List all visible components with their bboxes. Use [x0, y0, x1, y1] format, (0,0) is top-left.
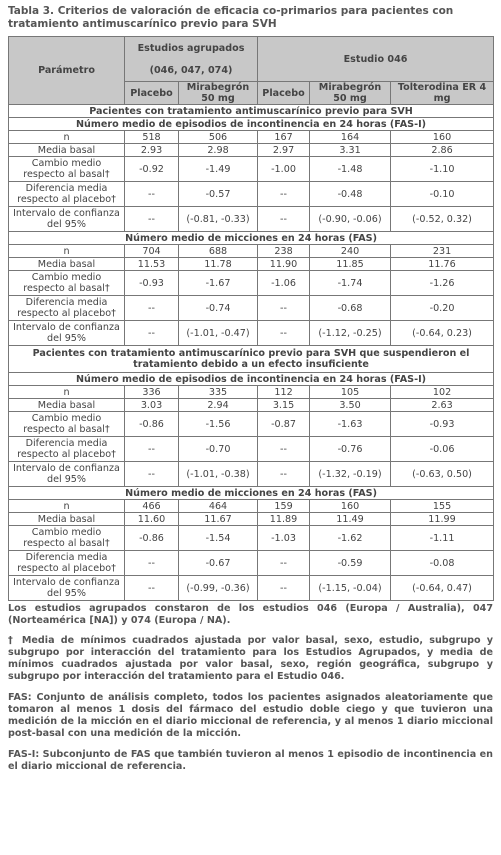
header-study-046: Estudio 046	[258, 37, 494, 82]
subsection-title: Número medio de episodios de incontinencia en 24 horas (FAS-I)	[9, 373, 494, 386]
table-cell: --	[125, 576, 179, 601]
table-cell: -0.67	[179, 551, 258, 576]
table-cell: (-0.90, -0.06)	[310, 207, 391, 232]
table-cell: -1.56	[179, 412, 258, 437]
row-label: Cambio medio respecto al basal†	[9, 157, 125, 182]
table-row	[9, 131, 494, 144]
table-cell: -0.68	[310, 296, 391, 321]
table-cell: -0.57	[179, 182, 258, 207]
table-row	[9, 245, 494, 258]
footnote: FAS-I: Subconjunto de FAS que también tuvieron al menos 1 episodio de incontinencia en el diario miccional de referencia.	[8, 749, 493, 772]
table-row	[9, 462, 494, 487]
table-cell: --	[125, 321, 179, 346]
table-row	[9, 399, 494, 412]
row-label: Cambio medio respecto al basal†	[9, 412, 125, 437]
row-label: n	[9, 131, 125, 144]
table-cell: -1.03	[258, 526, 310, 551]
table-cell: 3.50	[310, 399, 391, 412]
table-cell: 231	[391, 245, 494, 258]
table-cell: 2.98	[179, 144, 258, 157]
row-label: Media basal	[9, 144, 125, 157]
table-row	[9, 207, 494, 232]
table-cell: -1.26	[391, 271, 494, 296]
table-cell: 155	[391, 500, 494, 513]
table-cell: 2.86	[391, 144, 494, 157]
table-cell: 160	[310, 500, 391, 513]
subsection-header-row	[9, 487, 494, 500]
section-header-row	[9, 105, 494, 118]
table-cell: 11.53	[125, 258, 179, 271]
table-row	[9, 551, 494, 576]
row-label: Diferencia media respecto al placebo†	[9, 437, 125, 462]
table-cell: -1.54	[179, 526, 258, 551]
table-cell: -1.00	[258, 157, 310, 182]
col-header: Mirabegrón 50 mg	[179, 82, 258, 105]
table-row	[9, 526, 494, 551]
section-title: Pacientes con tratamiento antimuscarínico previo para SVH	[9, 105, 494, 118]
table-cell: 2.93	[125, 144, 179, 157]
table-cell: 335	[179, 386, 258, 399]
footnotes	[8, 603, 493, 773]
row-label: Cambio medio respecto al basal†	[9, 271, 125, 296]
table-cell: 11.99	[391, 513, 494, 526]
table-cell: (-1.15, -0.04)	[310, 576, 391, 601]
table-cell: 3.31	[310, 144, 391, 157]
table-cell: 11.76	[391, 258, 494, 271]
row-label: Diferencia media respecto al placebo†	[9, 296, 125, 321]
table-cell: -0.93	[125, 271, 179, 296]
table-cell: (-0.81, -0.33)	[179, 207, 258, 232]
table-cell: 238	[258, 245, 310, 258]
table-cell: 11.49	[310, 513, 391, 526]
footnote: † Media de mínimos cuadrados ajustada por valor basal, sexo, estudio, subgrupo y subgrupo por interacción del tratamiento para los Estudios Agrupados, y media de mínimos cuadrados ajustada por valor basal, sexo, región geográfica, subgrupo y subgrupo por interacción del tratamiento para el Estudio 046.	[8, 635, 493, 682]
col-header: Tolterodina ER 4 mg	[391, 82, 494, 105]
table-cell: 11.85	[310, 258, 391, 271]
table-cell: 518	[125, 131, 179, 144]
table-cell: --	[125, 182, 179, 207]
table-body	[9, 105, 494, 601]
table-cell: 2.97	[258, 144, 310, 157]
table-cell: 2.63	[391, 399, 494, 412]
row-label: Media basal	[9, 513, 125, 526]
table-cell: -0.48	[310, 182, 391, 207]
table-cell: --	[125, 437, 179, 462]
table-cell: 112	[258, 386, 310, 399]
table-cell: --	[125, 207, 179, 232]
efficacy-table	[8, 36, 494, 601]
row-label: n	[9, 386, 125, 399]
header-pooled-line2: (046, 047, 074)	[149, 64, 233, 76]
table-row	[9, 258, 494, 271]
table-cell: --	[125, 296, 179, 321]
table-cell: 688	[179, 245, 258, 258]
footnote: Los estudios agrupados constaron de los estudios 046 (Europa / Australia), 047 (Norteamérica [NA]) y 074 (Europa / NA).	[8, 603, 493, 626]
row-label: Media basal	[9, 258, 125, 271]
table-row	[9, 321, 494, 346]
table-cell: 3.15	[258, 399, 310, 412]
table-cell: -1.67	[179, 271, 258, 296]
table-cell: 11.78	[179, 258, 258, 271]
table-cell: -0.74	[179, 296, 258, 321]
table-cell: --	[125, 462, 179, 487]
table-cell: -0.20	[391, 296, 494, 321]
table-cell: --	[258, 462, 310, 487]
row-label: Intervalo de confianza del 95%	[9, 576, 125, 601]
table-cell: 240	[310, 245, 391, 258]
table-cell: -0.87	[258, 412, 310, 437]
table-cell: -1.48	[310, 157, 391, 182]
table-cell: -0.10	[391, 182, 494, 207]
table-cell: (-0.64, 0.47)	[391, 576, 494, 601]
table-cell: --	[258, 551, 310, 576]
section-title: Pacientes con tratamiento antimuscarínico previo para SVH que suspendieron el tratamiento debido a un efecto insuficiente	[9, 346, 494, 373]
table-row	[9, 144, 494, 157]
table-cell: -0.06	[391, 437, 494, 462]
row-label: Intervalo de confianza del 95%	[9, 207, 125, 232]
table-cell: (-0.52, 0.32)	[391, 207, 494, 232]
table-cell: (-0.63, 0.50)	[391, 462, 494, 487]
table-cell: -1.74	[310, 271, 391, 296]
table-cell: 2.94	[179, 399, 258, 412]
table-cell: -0.86	[125, 526, 179, 551]
row-label: Intervalo de confianza del 95%	[9, 462, 125, 487]
table-cell: 11.60	[125, 513, 179, 526]
table-cell: 704	[125, 245, 179, 258]
table-cell: -1.63	[310, 412, 391, 437]
table-cell: -0.86	[125, 412, 179, 437]
table-cell: (-0.64, 0.23)	[391, 321, 494, 346]
table-cell: -1.49	[179, 157, 258, 182]
section-header-row	[9, 346, 494, 373]
table-cell: -1.10	[391, 157, 494, 182]
table-cell: 11.67	[179, 513, 258, 526]
table-cell: -0.70	[179, 437, 258, 462]
table-title: Tabla 3. Criterios de valoración de eficacia co-primarios para pacientes con tratamiento antimuscarínico previo para SVH	[8, 5, 454, 30]
table-cell: -0.59	[310, 551, 391, 576]
table-cell: --	[258, 437, 310, 462]
table-row	[9, 271, 494, 296]
table-row	[9, 386, 494, 399]
table-cell: -0.92	[125, 157, 179, 182]
subsection-header-row	[9, 232, 494, 245]
table-cell: (-1.32, -0.19)	[310, 462, 391, 487]
table-cell: 11.89	[258, 513, 310, 526]
subsection-header-row	[9, 373, 494, 386]
col-header: Mirabegrón 50 mg	[310, 82, 391, 105]
table-cell: --	[258, 296, 310, 321]
table-cell: 160	[391, 131, 494, 144]
table-cell: -1.06	[258, 271, 310, 296]
table-row	[9, 412, 494, 437]
table-row	[9, 296, 494, 321]
table-cell: -1.62	[310, 526, 391, 551]
header-pooled-studies	[125, 37, 258, 82]
table-cell: --	[125, 551, 179, 576]
table-cell: -0.76	[310, 437, 391, 462]
table-cell: 11.90	[258, 258, 310, 271]
table-cell: 167	[258, 131, 310, 144]
table-cell: 159	[258, 500, 310, 513]
table-cell: 466	[125, 500, 179, 513]
row-label: Intervalo de confianza del 95%	[9, 321, 125, 346]
row-label: Diferencia media respecto al placebo†	[9, 551, 125, 576]
subsection-header-row	[9, 118, 494, 131]
row-label: Cambio medio respecto al basal†	[9, 526, 125, 551]
table-cell: 3.03	[125, 399, 179, 412]
table-cell: 464	[179, 500, 258, 513]
table-cell: 105	[310, 386, 391, 399]
col-header: Placebo	[125, 82, 179, 105]
table-cell: -0.08	[391, 551, 494, 576]
header-parametro: Parámetro	[9, 37, 125, 105]
table-row	[9, 576, 494, 601]
table-cell: --	[258, 182, 310, 207]
subsection-title: Número medio de episodios de incontinencia en 24 horas (FAS-I)	[9, 118, 494, 131]
table-cell: 506	[179, 131, 258, 144]
subsection-title: Número medio de micciones en 24 horas (FAS)	[9, 487, 494, 500]
table-row	[9, 500, 494, 513]
row-label: n	[9, 245, 125, 258]
table-row	[9, 157, 494, 182]
table-cell: --	[258, 321, 310, 346]
table-cell: --	[258, 576, 310, 601]
table-row	[9, 513, 494, 526]
table-cell: --	[258, 207, 310, 232]
table-cell: 164	[310, 131, 391, 144]
col-header: Placebo	[258, 82, 310, 105]
table-cell: (-1.12, -0.25)	[310, 321, 391, 346]
table-cell: (-0.99, -0.36)	[179, 576, 258, 601]
table-cell: 336	[125, 386, 179, 399]
table-cell: 102	[391, 386, 494, 399]
footnote: FAS: Conjunto de análisis completo, todos los pacientes asignados aleatoriamente que tomaron al menos 1 dosis del fármaco del estudio doble ciego y que tuvieron una medición de la micción en el diario miccional de referencia, y al menos 1 diario miccional post-basal con una medición de la micción.	[8, 692, 493, 739]
subsection-title: Número medio de micciones en 24 horas (FAS)	[9, 232, 494, 245]
table-cell: (-1.01, -0.47)	[179, 321, 258, 346]
table-cell: -1.11	[391, 526, 494, 551]
row-label: Media basal	[9, 399, 125, 412]
row-label: n	[9, 500, 125, 513]
row-label: Diferencia media respecto al placebo†	[9, 182, 125, 207]
table-cell: -0.93	[391, 412, 494, 437]
table-row	[9, 182, 494, 207]
table-cell: (-1.01, -0.38)	[179, 462, 258, 487]
table-row	[9, 437, 494, 462]
header-pooled-line1: Estudios agrupados	[137, 42, 245, 54]
